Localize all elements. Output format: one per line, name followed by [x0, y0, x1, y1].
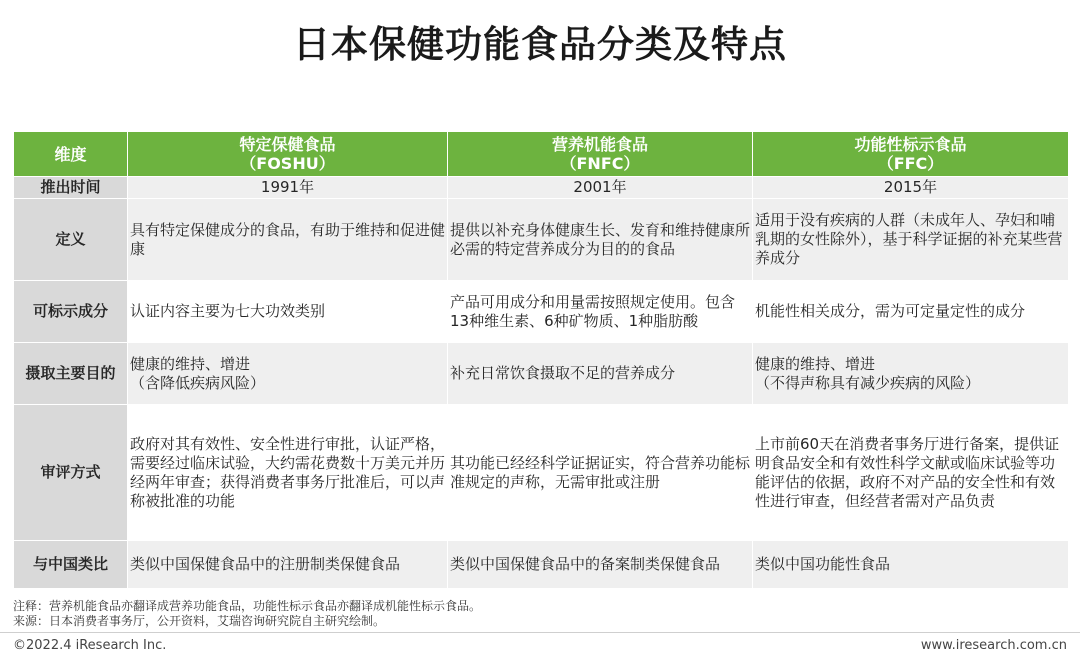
- table-cell: 具有特定保健成分的食品，有助于维持和促进健康: [128, 199, 448, 281]
- header-fnfc-name: 营养机能食品: [551, 135, 648, 154]
- header-ffc: [753, 132, 1069, 177]
- header-fnfc: [448, 132, 753, 177]
- footnote-source: 来源：日本消费者事务厅，公开资料，艾瑞咨询研究院自主研究绘制。: [13, 614, 386, 628]
- copyright-text: ©2022.4 iResearch Inc.: [13, 638, 167, 653]
- table-row-review-method: [14, 405, 1069, 541]
- row-label: 审评方式: [14, 405, 128, 541]
- table-cell: 健康的维持、增进 （含降低疾病风险）: [128, 343, 448, 405]
- header-fnfc-abbr: （FNFC）: [560, 154, 640, 173]
- header-foshu-abbr: （FOSHU）: [240, 154, 335, 173]
- table-row-labelable-ingredients: [14, 281, 1069, 343]
- footnotes: [13, 599, 481, 629]
- table-cell: 2015年: [753, 177, 1069, 199]
- table-cell: 健康的维持、增进 （不得声称具有减少疾病的风险）: [753, 343, 1069, 405]
- table-cell: 产品可用成分和用量需按照规定使用。包含13种维生素、6种矿物质、1种脂肪酸: [448, 281, 753, 343]
- table-cell: 类似中国保健食品中的备案制类保健食品: [448, 541, 753, 589]
- header-dimension: [14, 132, 128, 177]
- row-label: 与中国类比: [14, 541, 128, 589]
- row-label: 定义: [14, 199, 128, 281]
- table-cell: 类似中国功能性食品: [753, 541, 1069, 589]
- table-cell: 上市前60天在消费者事务厅进行备案，提供证明食品安全和有效性科学文献或临床试验等功能评估的依据，政府不对产品的安全性和有效性进行审查，但经营者需对产品负责: [753, 405, 1069, 541]
- comparison-table: [13, 131, 1069, 589]
- header-foshu: [128, 132, 448, 177]
- table-cell: 适用于没有疾病的人群（未成年人、孕妇和哺乳期的女性除外），基于科学证据的补充某些营养成分: [753, 199, 1069, 281]
- table-cell: 政府对其有效性、安全性进行审批，认证严格，需要经过临床试验，大约需花费数十万美元并历经两年审查；获得消费者事务厅批准后，可以声称被批准的功能: [128, 405, 448, 541]
- header-ffc-abbr: （FFC）: [877, 154, 944, 173]
- header-ffc-name: 功能性标示食品: [854, 135, 967, 154]
- table-cell: 机能性相关成分，需为可定量定性的成分: [753, 281, 1069, 343]
- table-cell: 提供以补充身体健康生长、发育和维持健康所必需的特定营养成分为目的的食品: [448, 199, 753, 281]
- table-row-intake-purpose: [14, 343, 1069, 405]
- row-label: 摄取主要目的: [14, 343, 128, 405]
- footer-divider: [0, 632, 1080, 633]
- header-dimension-label: 维度: [54, 144, 87, 164]
- header-foshu-name: 特定保健食品: [239, 135, 336, 154]
- table-cell: 补充日常饮食摄取不足的营养成分: [448, 343, 753, 405]
- table-cell: 类似中国保健食品中的注册制类保健食品: [128, 541, 448, 589]
- table-cell: 认证内容主要为七大功效类别: [128, 281, 448, 343]
- table-row-launch-time: [14, 177, 1069, 199]
- page-title: 日本保健功能食品分类及特点: [293, 23, 787, 66]
- table-cell: 1991年: [128, 177, 448, 199]
- footnote-annotation: 注释：营养机能食品亦翻译成营养功能食品，功能性标示食品亦翻译成机能性标示食品。: [13, 599, 482, 613]
- table-cell: 2001年: [448, 177, 753, 199]
- table-header-row: [14, 132, 1069, 177]
- row-label: 推出时间: [14, 177, 128, 199]
- website-link[interactable]: www.iresearch.com.cn: [920, 638, 1067, 653]
- row-label: 可标示成分: [14, 281, 128, 343]
- table-row-china-analogy: [14, 541, 1069, 589]
- table-row-definition: [14, 199, 1069, 281]
- table-cell: 其功能已经经科学证据证实，符合营养功能标准规定的声称，无需审批或注册: [448, 405, 753, 541]
